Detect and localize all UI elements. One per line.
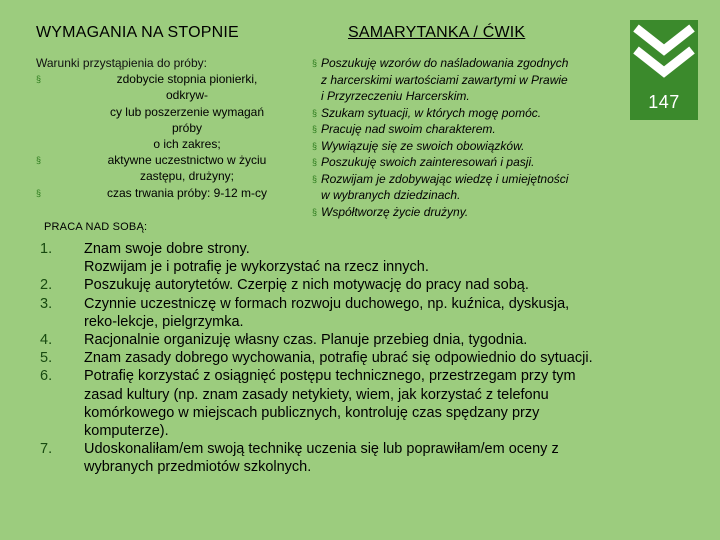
self-work-item: [38, 240, 698, 276]
value-item: [312, 154, 642, 171]
self-work-line: Udoskonaliłam/em swoją technikę uczenia się lub poprawiłam/em oceny z: [84, 441, 559, 458]
item-number: 2.: [40, 277, 53, 294]
self-work-line: Rozwijam je i potrafię je wykorzystać na rzecz innych.: [84, 259, 429, 276]
requirement-line: zdobycie stopnia pionierki,: [116, 72, 258, 87]
value-line: Poszukuję wzorów do naśladowania zgodnych: [321, 56, 569, 70]
value-line: z harcerskimi wartościami zawartymi w Prawie: [321, 72, 568, 87]
self-work-line: wybranych przedmiotów szkolnych.: [84, 459, 312, 476]
self-work-list: [38, 240, 698, 477]
value-line: Poszukuję swoich zainteresowań i pasji.: [321, 155, 535, 169]
self-work-line: Racjonalnie organizuję własny czas. Planuje przebieg dnia, tygodnia.: [84, 332, 528, 349]
value-line: Pracuję nad swoim charakterem.: [321, 122, 496, 136]
values-list: [312, 55, 642, 220]
rank-number: 147: [648, 92, 680, 112]
bullet-icon: §: [312, 124, 318, 134]
right-title: SAMARYTANKA / ĆWIK: [348, 24, 526, 41]
self-work-line: Poszukuję autorytetów. Czerpię z nich motywację do pracy nad sobą.: [84, 277, 529, 294]
value-item: [312, 171, 642, 204]
self-work-line: Czynnie uczestniczę w formach rozwoju duchowego, np. kuźnica, dyskusja,: [84, 295, 570, 312]
item-number: 6.: [40, 368, 53, 385]
requirement-line: aktywne uczestnictwo w życiu: [107, 153, 267, 168]
value-line: w wybranych dziedzinach.: [321, 188, 461, 202]
item-number: 5.: [40, 350, 53, 367]
requirement-line: o ich zakres;: [153, 137, 221, 152]
left-title: WYMAGANIA NA STOPNIE: [36, 24, 239, 41]
item-number: 7.: [40, 441, 53, 458]
item-number: 1.: [40, 241, 53, 257]
item-number: 3.: [40, 295, 53, 312]
self-work-line: reko-lekcje, pielgrzymka.: [84, 313, 244, 330]
value-line: Współtworzę życie drużyny.: [321, 204, 469, 219]
self-work-heading: PRACA NAD SOBĄ:: [44, 221, 148, 233]
self-work-line: komputerze).: [84, 423, 169, 440]
value-line: Rozwijam je zdobywając wiedzę i umiejętności: [321, 171, 569, 186]
self-work-line: Znam swoje dobre strony.: [84, 241, 250, 257]
requirement-item: [36, 71, 306, 152]
self-work-line: zasad kultury (np. znam zasady netykiety, wiem, jak korzystać z telefonu: [84, 386, 549, 403]
bullet-icon: §: [312, 206, 318, 217]
self-work-item: [38, 349, 698, 367]
requirement-line: zastępu, drużyny;: [139, 169, 235, 184]
self-work-item: [38, 440, 698, 476]
value-item: [312, 105, 642, 122]
self-work-item: [38, 331, 698, 349]
requirements-heading: Warunki przystąpienia do próby:: [36, 56, 207, 70]
self-work-line: Potrafię korzystać z osiągnięć postępu technicznego, przestrzegam przy tym: [84, 368, 576, 385]
bullet-icon: §: [312, 173, 318, 184]
requirement-item: [36, 185, 306, 201]
value-line: Wywiązuję się ze swoich obowiązków.: [321, 138, 525, 153]
requirement-line: próby: [171, 120, 203, 135]
self-work-line: Znam zasady dobrego wychowania, potrafię ubrać się odpowiednio do sytuacji.: [84, 350, 593, 367]
item-number: 4.: [40, 332, 53, 349]
self-work-line: komórkowego w miejscach publicznych, kontroluję czas spędzany przy: [84, 404, 540, 421]
bullet-icon: §: [312, 157, 318, 167]
value-line: i Przyrzeczeniu Harcerskim.: [321, 89, 470, 103]
value-item: [312, 55, 642, 105]
bullet-icon: §: [36, 74, 42, 85]
self-work-item: [38, 367, 698, 440]
value-item: [312, 121, 642, 138]
requirement-line: odkryw-: [165, 88, 208, 103]
value-item: [312, 138, 642, 155]
value-line: Szukam sytuacji, w których mogę pomóc.: [321, 105, 542, 120]
bullet-icon: §: [36, 155, 42, 166]
bullet-icon: §: [312, 140, 318, 151]
bullet-icon: §: [36, 187, 42, 198]
self-work-item: [38, 276, 698, 294]
requirements-block: [36, 55, 306, 201]
requirement-item: [36, 152, 306, 184]
requirements-list: [36, 71, 306, 201]
requirement-line: cy lub poszerzenie wymagań: [109, 104, 265, 119]
bullet-icon: §: [312, 58, 318, 68]
value-item: [312, 204, 642, 221]
self-work-item: [38, 295, 698, 331]
bullet-icon: §: [312, 107, 318, 118]
requirement-line: czas trwania próby: 9-12 m-cy: [106, 185, 268, 200]
